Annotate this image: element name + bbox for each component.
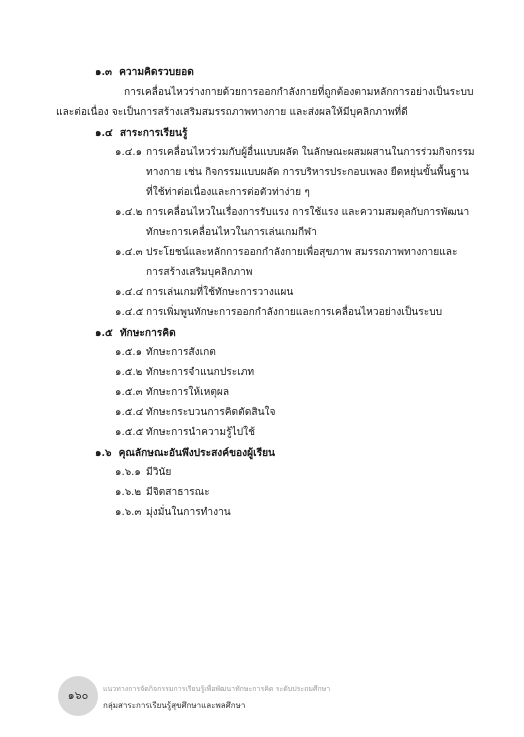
- item-text: การเคลื่อนไหวร่วมกับผู้อื่นแบบผลัด ในลักษณะผสมผสานในการร่วมกิจกรรม: [146, 147, 475, 158]
- item-number: ๑.๖.๑: [115, 467, 141, 478]
- paragraph-line: และต่อเนื่อง จะเป็นการสร้างเสริมสมรรถภาพทางกาย และส่งผลให้มีบุคลิกภาพที่ดี: [56, 107, 408, 118]
- section-title: ความคิดรวบยอด: [119, 66, 194, 78]
- section-number: ๑.๕: [95, 327, 113, 339]
- item-number: ๑.๔.๓: [115, 247, 143, 258]
- paragraph-line: การเคลื่อนไหวร่างกายด้วยการออกกำลังกายที่ถูกต้องตามหลักการอย่างเป็นระบบ: [124, 87, 474, 98]
- item-text: ทักษะการสังเกต: [146, 347, 216, 358]
- item-text: มีจิตสาธารณะ: [146, 487, 210, 498]
- section-1-4-heading: [95, 126, 187, 140]
- item-text: ทักษะกระบวนการคิดตัดสินใจ: [146, 407, 276, 418]
- item-text: การเล่นเกมที่ใช้ทักษะการวางแผน: [146, 287, 294, 298]
- section-number: ๑.๔: [95, 127, 113, 139]
- item-number: ๑.๖.๒: [115, 487, 142, 498]
- item-text: มีวินัย: [146, 467, 172, 478]
- item-text: ทักษะการนำความรู้ไปใช้: [146, 427, 256, 438]
- footer-subject-group: กลุ่มสาระการเรียนรู้สุขศึกษาและพลศึกษา: [103, 701, 246, 710]
- item-text: ทักษะการจำแนกประเภท: [146, 367, 255, 378]
- item-number: ๑.๕.๑: [115, 347, 143, 358]
- item-text: ที่ใช้ท่าต่อเนื่องและการต่อตัวท่าง่าย ๆ: [146, 187, 310, 198]
- footer-book-title: แนวทางการจัดกิจกรรมการเรียนรู้เพื่อพัฒนาทักษะการคิด ระดับประถมศึกษา: [103, 685, 331, 693]
- section-1-5-heading: [95, 326, 176, 340]
- item-text: ทักษะการให้เหตุผล: [146, 387, 230, 398]
- item-number: ๑.๔.๑: [115, 147, 143, 158]
- section-1-3-heading: [95, 65, 194, 79]
- item-number: ๑.๕.๓: [115, 387, 143, 398]
- item-number: ๑.๕.๒: [115, 367, 143, 378]
- item-text: ประโยชน์และหลักการออกกำลังกายเพื่อสุขภาพ สมรรถภาพทางกายและ: [146, 247, 458, 258]
- section-number: ๑.๓: [95, 66, 112, 78]
- item-number: ๑.๕.๔: [115, 407, 144, 418]
- item-text: ทักษะการเคลื่อนไหวในการเล่นเกมกีฬา: [146, 227, 317, 238]
- item-number: ๑.๕.๕: [115, 427, 144, 438]
- item-text: การเคลื่อนไหวในเรื่องการรับแรง การใช้แรง และความสมดุลกับการพัฒนา: [146, 207, 470, 218]
- section-title: คุณลักษณะอันพึงประสงค์ของผู้เรียน: [118, 447, 275, 459]
- section-title: ทักษะการคิด: [119, 327, 176, 339]
- item-number: ๑.๔.๕: [115, 307, 144, 318]
- item-number: ๑.๖.๓: [115, 507, 142, 518]
- section-title: สาระการเรียนรู้: [119, 127, 188, 139]
- section-1-6-heading: [95, 446, 275, 460]
- section-number: ๑.๖: [95, 447, 112, 459]
- item-number: ๑.๔.๔: [115, 287, 144, 298]
- item-text: การสร้างเสริมบุคลิกภาพ: [146, 267, 253, 278]
- item-text: การเพิ่มพูนทักษะการออกกำลังกายและการเคลื่อนไหวอย่างเป็นระบบ: [146, 307, 443, 318]
- item-text: มุ่งมั่นในการทำงาน: [146, 507, 231, 518]
- item-number: ๑.๔.๒: [115, 207, 143, 218]
- item-text: ทางกาย เช่น กิจกรรมแบบผลัด การบริหารประกอบเพลง ยืดหยุ่นขั้นพื้นฐาน: [146, 167, 469, 178]
- page-number: ๑๖๐: [67, 689, 89, 702]
